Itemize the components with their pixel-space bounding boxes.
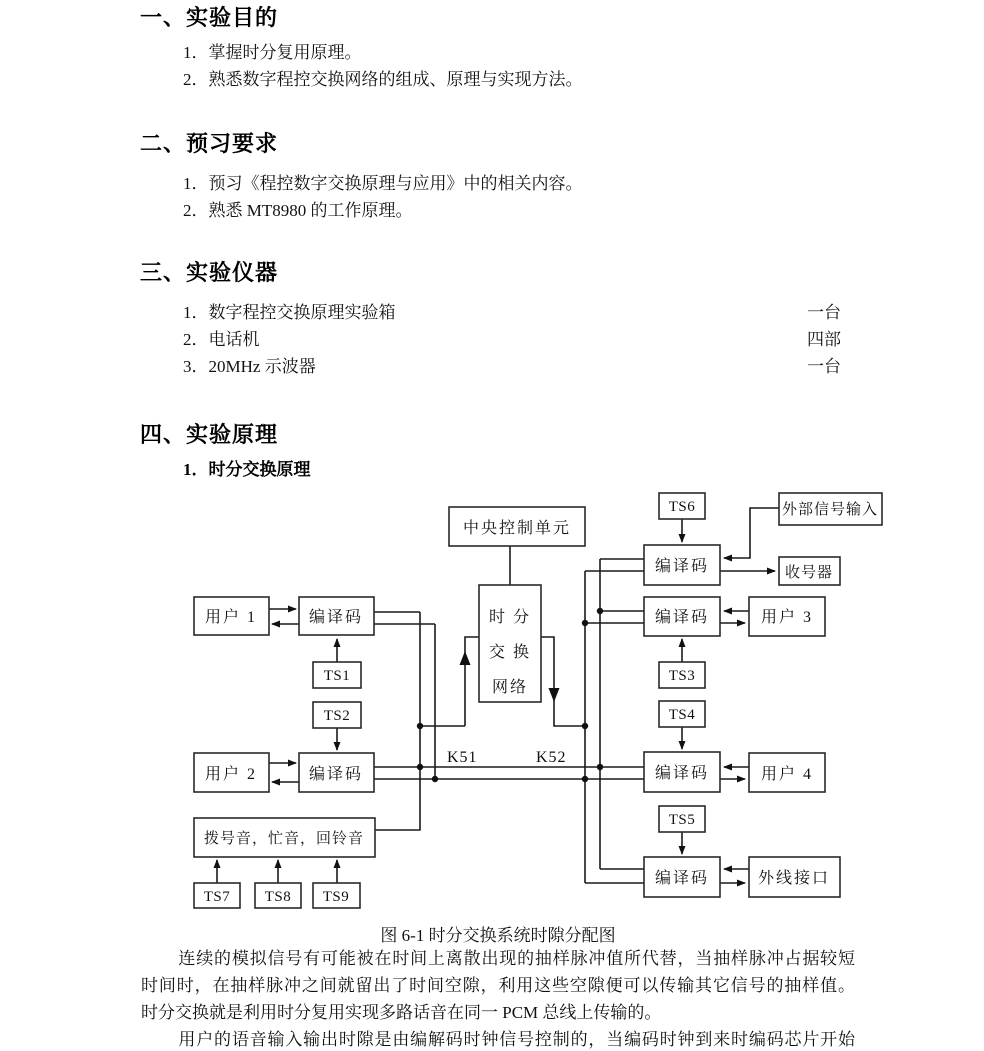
codec-label: 编译码	[308, 766, 364, 783]
external-input-label: 外部信号输入	[781, 502, 879, 518]
codec-label: 编译码	[654, 558, 710, 575]
section-4-subheading: 1．时分交换原理	[183, 460, 311, 479]
k51-up-arrowhead	[460, 651, 471, 665]
box-ts6	[659, 493, 705, 519]
box-codec-user4	[644, 752, 720, 792]
box-ts3	[659, 662, 705, 688]
box-tones	[194, 818, 375, 857]
box-codec-user2	[299, 753, 374, 792]
ts4-label: TS4	[668, 707, 696, 723]
body-paragraph-line-4: 用户的语音输入输出时隙是由编解码时钟信号控制的，当编码时钟到来时编码芯片开始	[178, 1030, 855, 1049]
tones-label: 拨号音，忙音，回铃音	[203, 831, 365, 847]
section-3-heading: 三、实验仪器	[140, 260, 279, 285]
ts7-label: TS7	[203, 889, 231, 905]
k51-bus-label: K51	[447, 749, 478, 766]
user3-label: 用户 3	[760, 609, 814, 626]
box-tdm-network	[479, 585, 541, 702]
user1-label: 用户 1	[204, 609, 258, 626]
body-paragraph-line-3: 时分交换就是利用时分复用实现多路话音在同一 PCM 总线上传输的。	[141, 1003, 662, 1022]
section-1-heading: 一、实验目的	[140, 5, 279, 30]
section-2-item-1: 1．预习《程控数字交换原理与应用》中的相关内容。	[183, 174, 583, 193]
section-2-heading: 二、预习要求	[140, 131, 279, 156]
section-3-item-2: 2．电话机	[183, 330, 260, 349]
ts5-label: TS5	[668, 812, 696, 828]
ts9-label: TS9	[322, 889, 350, 905]
body-paragraph-line-1: 连续的模拟信号有可能被在时间上离散出现的抽样脉冲值所代替，当抽样脉冲占据较短	[178, 949, 855, 968]
section-3-qty-3: 一台	[807, 357, 841, 376]
box-user1	[194, 597, 269, 635]
ts8-label: TS8	[264, 889, 292, 905]
section-3-qty-2: 四部	[807, 330, 841, 349]
box-user4	[749, 753, 825, 792]
box-external-input	[779, 493, 882, 525]
tdm-network-label-2: 交 换	[488, 644, 532, 661]
codec-label: 编译码	[654, 609, 710, 626]
section-4-heading: 四、实验原理	[140, 422, 279, 447]
box-central-control	[449, 507, 585, 546]
box-user3	[749, 597, 825, 636]
section-3-item-1: 1．数字程控交换原理实验箱	[183, 303, 396, 322]
ts1-label: TS1	[323, 668, 351, 684]
section-1-item-2: 2．熟悉数字程控交换网络的组成、原理与实现方法。	[183, 70, 583, 89]
body-paragraph-line-2: 时间时，在抽样脉冲之间就留出了时间空隙，利用这些空隙便可以传输其它信号的抽样值。	[141, 976, 855, 995]
box-codec-trunk-top	[644, 545, 720, 585]
section-2-item-2: 2．熟悉 MT8980 的工作原理。	[183, 201, 413, 220]
receiver-label: 收号器	[784, 565, 834, 581]
box-ts7	[194, 883, 240, 908]
codec-label: 编译码	[654, 765, 710, 782]
box-outside-line	[749, 857, 840, 897]
k52-down-arrowhead	[549, 688, 560, 702]
central-control-label: 中央控制单元	[462, 520, 572, 537]
tdm-network-label-1: 时 分	[488, 609, 532, 626]
ts6-label: TS6	[668, 499, 696, 515]
outside-line-label: 外线接口	[757, 870, 831, 887]
box-receiver	[779, 557, 840, 585]
box-ts5	[659, 806, 705, 832]
k52-bus-label: K52	[536, 749, 567, 766]
box-codec-user1	[299, 597, 374, 635]
box-ts2	[313, 702, 361, 728]
box-user2	[194, 753, 269, 792]
section-3-item-3: 3．20MHz 示波器	[183, 357, 316, 376]
box-codec-user3	[644, 597, 720, 636]
box-ts1	[313, 662, 361, 688]
ts3-label: TS3	[668, 668, 696, 684]
box-ts4	[659, 701, 705, 727]
section-1-item-1: 1．掌握时分复用原理。	[183, 43, 362, 62]
codec-label: 编译码	[308, 609, 364, 626]
user2-label: 用户 2	[204, 766, 258, 783]
ts2-label: TS2	[323, 708, 351, 724]
codec-label: 编译码	[654, 870, 710, 887]
box-ts9	[313, 883, 360, 908]
box-codec-outside	[644, 857, 720, 897]
user4-label: 用户 4	[760, 766, 814, 783]
section-3-qty-1: 一台	[807, 303, 841, 322]
figure-caption: 图 6-1 时分交换系统时隙分配图	[380, 926, 616, 945]
tdm-network-label-3: 网络	[491, 679, 529, 696]
box-ts8	[255, 883, 301, 908]
